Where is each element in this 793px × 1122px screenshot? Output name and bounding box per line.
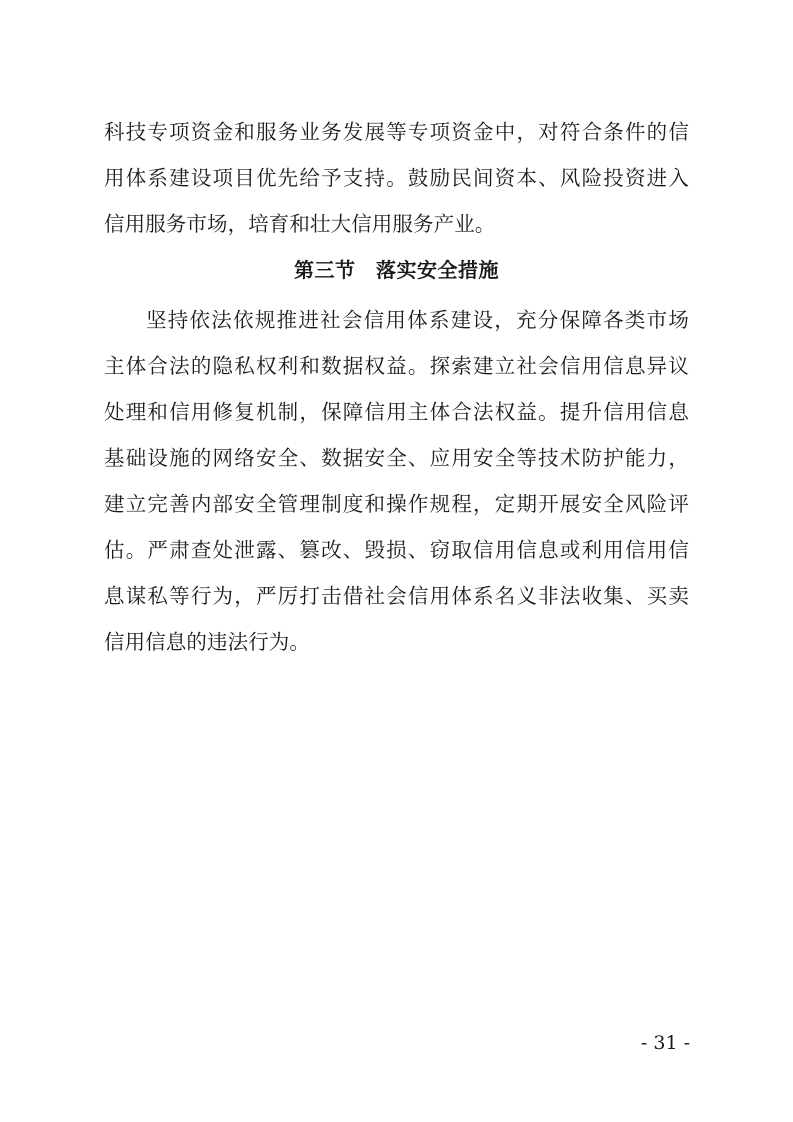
text-line: 基础设施的网络安全、数据安全、应用安全等技术防护能力，	[104, 446, 689, 470]
text-line: 息谋私等行为，严厉打击借社会信用体系名义非法收集、买卖	[104, 584, 689, 608]
text-line: 信用信息的违法行为。	[104, 630, 310, 654]
text-line: 建立完善内部安全管理制度和操作规程，定期开展安全风险评	[104, 492, 689, 516]
page-number: - 31 -	[640, 1032, 690, 1054]
text-line: 用体系建设项目优先给予支持。鼓励民间资本、风险投资进入	[104, 166, 689, 190]
text-line: 处理和信用修复机制，保障信用主体合法权益。提升信用信息	[104, 400, 689, 424]
text-line: 信用服务市场，培育和壮大信用服务产业。	[104, 212, 496, 236]
text-line: 坚持依法依规推进社会信用体系建设，充分保障各类市场	[146, 308, 689, 332]
text-line: 主体合法的隐私权利和数据权益。探索建立社会信用信息异议	[104, 354, 689, 378]
text-line: 估。严肃查处泄露、篡改、毁损、窃取信用信息或利用信用信	[104, 538, 689, 562]
text-line: 科技专项资金和服务业务发展等专项资金中，对符合条件的信	[104, 120, 689, 144]
section-heading: 第三节 落实安全措施	[294, 258, 499, 282]
